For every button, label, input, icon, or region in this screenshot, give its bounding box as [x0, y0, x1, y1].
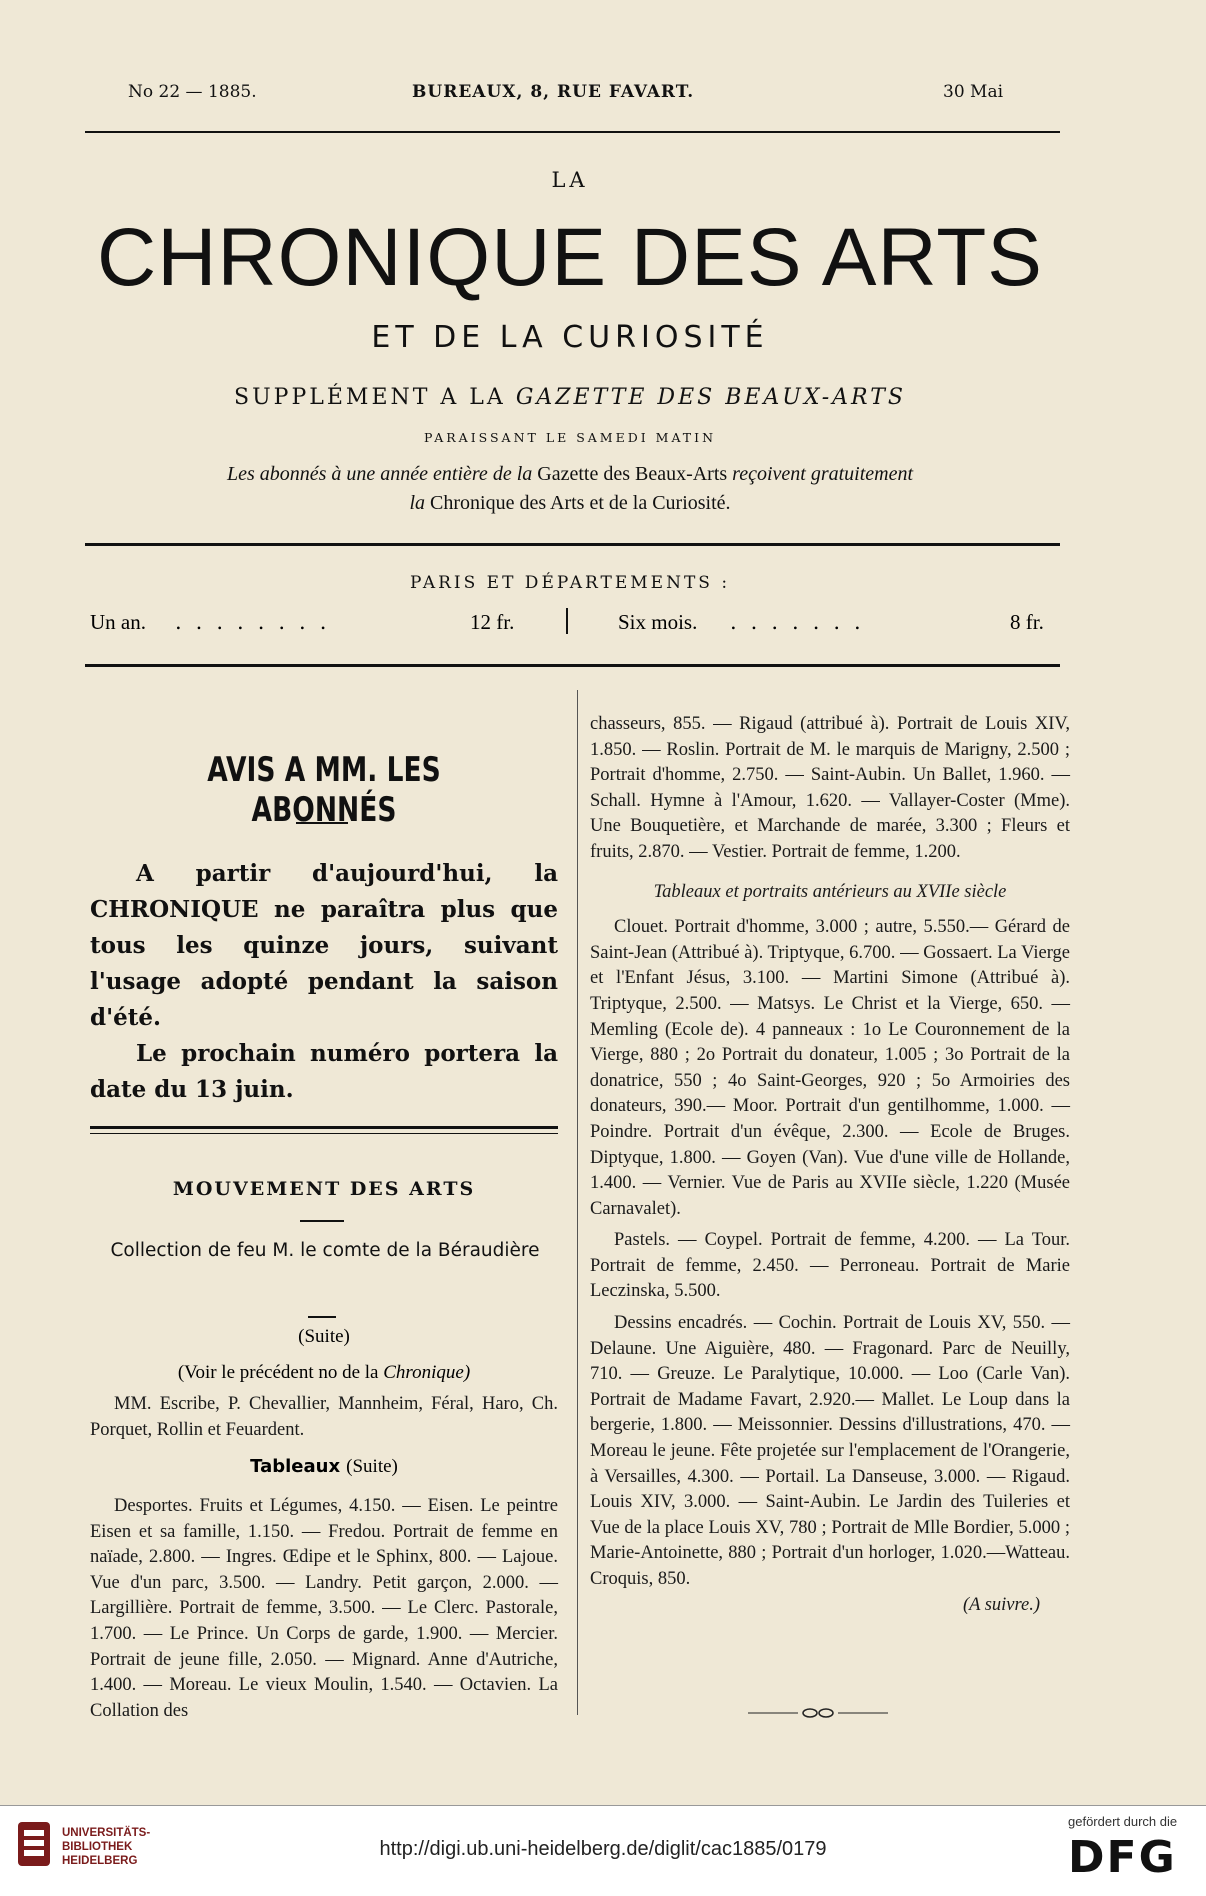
- price-divider: [566, 608, 568, 634]
- address: BUREAUX, 8, RUE FAVART.: [412, 82, 695, 102]
- left-sale-list: [90, 1494, 558, 1724]
- voir-line: [90, 1362, 558, 1384]
- column-divider: [577, 690, 578, 1715]
- issue-date: 30 Mai: [943, 82, 1004, 102]
- permalink-url[interactable]: http://digi.ub.uni-heidelberg.de/diglit/cac1885/0179: [379, 1838, 827, 1860]
- six-price: 8 fr.: [1010, 610, 1044, 634]
- left-sale-paragraph: Desportes. Fruits et Légumes, 4.150. — Eisen. Le peintre Eisen et sa famille, 1.150. — Fredou. Portrait de femme en naïade, 2.800. — Ingres. Œdipe et le Sphinx, 800. — Lajoue. Vue d'un parc, 3.500. — Landry. Petit garçon, 2.000. — Largillière. Portrait de femme, 3.500. — Le Clerc. Pastorale, 1.700. — Le Prince. Un Corps de garde, 1.900. — Mercier. Portrait de jeune fille, 2.050. — Mignard. Anne d'Autriche, 1.400. — Moreau. Le vieux Moulin, 1.540. — Octavien. La Collation des: [90, 1496, 558, 1721]
- supplement-line: [80, 385, 1060, 410]
- frequency: PARAISSANT LE SAMEDI MATIN: [423, 430, 717, 445]
- voir-text: (Voir le précédent no de la: [177, 1362, 379, 1383]
- funded-by: gefördert durch die: [1068, 1814, 1178, 1829]
- collection-title: Collection de feu M. le comte de la Béraudière: [110, 1240, 540, 1261]
- voir-chronique: Chronique): [383, 1362, 471, 1383]
- pricing-rule: [85, 664, 1060, 667]
- masthead-la: LA: [551, 168, 589, 192]
- masthead-title: CHRONIQUE DES ARTS: [97, 212, 1043, 303]
- six-leader: .......: [730, 610, 875, 634]
- right-column: [590, 712, 1070, 1618]
- issue-number: No 22 — 1885.: [128, 82, 257, 102]
- collection-rule: [308, 1316, 336, 1318]
- right-paragraph-3: Pastels. — Coypel. Portrait de femme, 4.200. — La Tour. Portrait de femme, 2.450. — Perroneau. Portrait de Marie Leczinska, 5.500.: [590, 1230, 1070, 1302]
- subscribers-text-b: Gazette des Beaux-Arts: [537, 463, 728, 485]
- year-label: Un an.: [90, 610, 146, 634]
- pricing-heading: PARIS ET DÉPARTEMENTS :: [409, 573, 731, 593]
- subscribers-text-e: Chronique des Arts et de la Curiosité.: [430, 492, 731, 514]
- avis-title-rule: [296, 822, 348, 824]
- right-paragraph-1: chasseurs, 855. — Rigaud (attribué à). Portrait de Louis XIV, 1.850. — Roslin. Portrait de M. le marquis de Marigny, 2.500 ; Portrait d'homme, 2.750. — Saint-Aubin. Un Ballet, 1.960. — Schall. Hymne à l'Amour, 1.620. — Vallayer-Coster (Mme). Une Bouquetière, et Marchande de marée, 3.300 ; Fleurs et fruits, 2.870. — Vestier. Portrait de femme, 1.200.: [590, 714, 1070, 862]
- mouvement-title: MOUVEMENT DES ARTS: [172, 1178, 476, 1200]
- dfg-logo: DFG: [1068, 1832, 1177, 1883]
- subscribers-line-1: [80, 463, 1060, 486]
- header-rule: [85, 131, 1060, 133]
- tableaux-suite: (Suite): [346, 1456, 398, 1477]
- supplement-gazette: GAZETTE DES BEAUX-ARTS: [515, 385, 906, 410]
- end-ornament: [748, 1705, 888, 1724]
- year-price: 12 fr.: [470, 610, 515, 634]
- six-label: Six mois.: [618, 610, 698, 634]
- library-line-3: HEIDELBERG: [62, 1855, 138, 1867]
- masthead-rule: [85, 543, 1060, 546]
- digitization-footer: [0, 1805, 1206, 1896]
- supplement-prefix: SUPPLÉMENT A LA: [234, 385, 506, 410]
- masthead-subtitle: ET DE LA CURIOSITÉ: [371, 320, 769, 355]
- subscribers-text-c: reçoivent gratuitement: [732, 463, 914, 485]
- subscribers-text-a: Les abonnés à une année entière de la: [226, 463, 533, 485]
- avis-paragraph-1: A partir d'aujourd'hui, la CHRONIQUE ne paraîtra plus que tous les quinze jours, suivant l'usage adopté pendant la saison d'été.: [90, 860, 558, 1031]
- tableaux-heading: [90, 1455, 558, 1478]
- right-paragraph-2: Clouet. Portrait d'homme, 3.000 ; autre, 5.550.— Gérard de Saint-Jean (Attribué à). Triptyque, 6.700. — Gossaert. La Vierge et l'Enfant Jésus, 3.100. — Martini Simone (Attribué à). Triptyque, 2.500. — Matsys. Le Christ et la Vierge, 650. — Memling (Ecole de). 4 panneaux : 1o Le Couronnement de la Vierge, 880 ; 2o Portrait du donateur, 1.005 ; 3o Portrait de la donatrice, 550 ; 4o Saint-Georges, 920 ; 5o Armoiries des donateurs, 390.— Moor. Portrait d'un gentilhomme, 1.000. — Poindre. Portrait d'un évêque, 2.300. — Ecole de Bruges. Diptyque, 1.800. — Goyen (Van). Vue d'une ville de Hollande, 1.400. — Vernier. Vue de Paris au XVIIe siècle, 1.220 (Musée Carnavalet).: [590, 917, 1070, 1219]
- a-suivre: (A suivre.): [962, 1594, 1040, 1615]
- ornament-icon: [748, 1706, 888, 1720]
- experts: MM. Escribe, P. Chevallier, Mannheim, Féral, Haro, Ch. Porquet, Rollin et Feuardent.: [90, 1394, 558, 1440]
- experts-block: [90, 1392, 558, 1443]
- subscribers-text-d: la: [409, 492, 426, 514]
- avis-title: AVIS A MM. LES ABONNÉS: [207, 750, 441, 830]
- tableaux-label: Tableaux: [250, 1456, 341, 1477]
- right-paragraph-4: Dessins encadrés. — Cochin. Portrait de Louis XV, 550. — Delaune. Une Aiguière, 480. — Fragonard. Parc de Neuilly, 710. — Greuze. Le Paralytique, 10.000. — Loo (Carle Van). Portrait de Madame Favart, 2.920.— Mallet. Le Loup dans la bergerie, 1.800. — Meissonnier. Dessins d'illustrations, 470. — Moreau le jeune. Fête projetée sur l'emplacement de l'Orangerie, à Versailles, 4.300. — Portail. La Danseuse, 3.000. — Rigaud. Louis XIV, 3.000. — Saint-Aubin. Le Jardin des Tuileries et Vue de la place Louis XV, 780 ; Portrait de Mlle Bordier, 5.000 ; Marie-Antoinette, 880 ; Portrait d'un horloger, 1.020.—Watteau. Croquis, 850.: [590, 1313, 1070, 1589]
- subscribers-line-2: [80, 492, 1060, 515]
- avis-end-rule-1: [90, 1126, 558, 1129]
- permalink: [0, 1838, 1206, 1861]
- avis-body: [90, 856, 558, 1108]
- section-title-xvii: Tableaux et portraits antérieurs au XVIIe siècle: [653, 881, 1007, 902]
- avis-paragraph-2: Le prochain numéro portera la date du 13 juin.: [90, 1040, 558, 1103]
- library-line-2: BIBLIOTHEK: [62, 1841, 133, 1853]
- mouvement-rule: [300, 1220, 344, 1222]
- library-line-1: UNIVERSITÄTS-: [62, 1827, 151, 1839]
- avis-end-rule-2: [90, 1133, 558, 1134]
- collection-suite: (Suite): [298, 1326, 350, 1347]
- year-leader: ........: [175, 610, 341, 634]
